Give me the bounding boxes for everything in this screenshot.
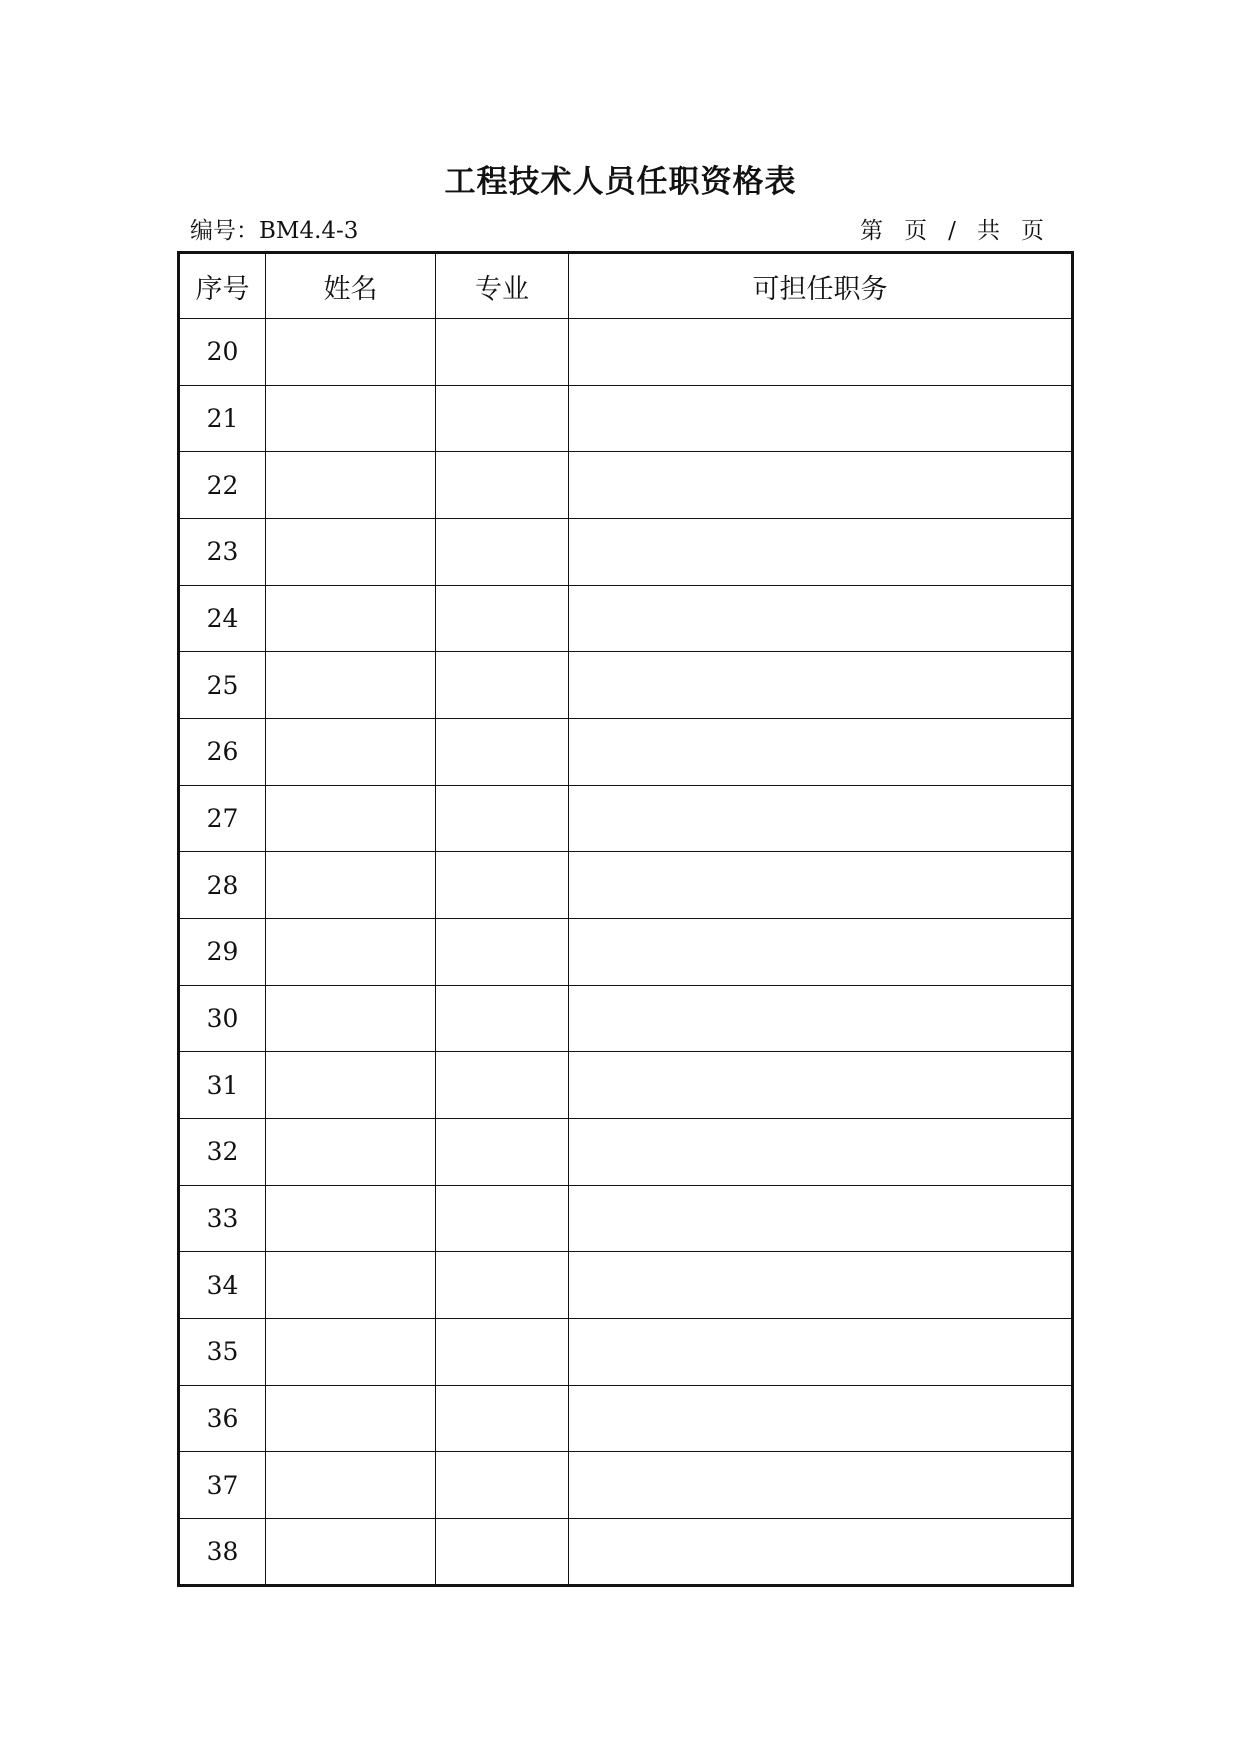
table-row — [179, 785, 1073, 852]
document-title: 工程技术人员任职资格表 — [444, 164, 797, 200]
name-cell[interactable] — [266, 852, 436, 919]
page-info-separator: / — [948, 218, 956, 244]
header-no: 序号 — [179, 253, 266, 319]
table-row — [179, 985, 1073, 1052]
name-cell[interactable] — [266, 652, 436, 719]
row-number-cell: 32 — [179, 1119, 266, 1186]
duty-cell[interactable] — [569, 1319, 1073, 1386]
table-row — [179, 1385, 1073, 1452]
duty-cell[interactable] — [569, 1252, 1073, 1319]
row-number-cell: 30 — [179, 985, 266, 1052]
duty-cell[interactable] — [569, 385, 1073, 452]
table-row — [179, 1185, 1073, 1252]
name-cell[interactable] — [266, 1385, 436, 1452]
name-cell[interactable] — [266, 1119, 436, 1186]
row-number-cell: 35 — [179, 1319, 266, 1386]
name-cell[interactable] — [266, 919, 436, 986]
table-row — [179, 519, 1073, 586]
major-cell[interactable] — [436, 652, 569, 719]
name-cell[interactable] — [266, 1519, 436, 1586]
row-number-cell: 24 — [179, 585, 266, 652]
name-cell[interactable] — [266, 1185, 436, 1252]
duty-cell[interactable] — [569, 852, 1073, 919]
duty-cell[interactable] — [569, 319, 1073, 386]
row-number-cell: 23 — [179, 519, 266, 586]
table-row — [179, 452, 1073, 519]
duty-cell[interactable] — [569, 919, 1073, 986]
row-number-cell: 26 — [179, 719, 266, 786]
name-cell[interactable] — [266, 319, 436, 386]
table-row — [179, 1119, 1073, 1186]
duty-cell[interactable] — [569, 585, 1073, 652]
row-number-cell: 38 — [179, 1519, 266, 1586]
duty-cell[interactable] — [569, 1519, 1073, 1586]
major-cell[interactable] — [436, 1185, 569, 1252]
header-duty: 可担任职务 — [569, 253, 1073, 319]
major-cell[interactable] — [436, 1385, 569, 1452]
table-row — [179, 652, 1073, 719]
name-cell[interactable] — [266, 519, 436, 586]
table-row — [179, 319, 1073, 386]
table-row — [179, 1052, 1073, 1119]
major-cell[interactable] — [436, 919, 569, 986]
duty-cell[interactable] — [569, 985, 1073, 1052]
table-row — [179, 1252, 1073, 1319]
row-number-cell: 27 — [179, 785, 266, 852]
name-cell[interactable] — [266, 1052, 436, 1119]
name-cell[interactable] — [266, 385, 436, 452]
duty-cell[interactable] — [569, 1185, 1073, 1252]
table-row — [179, 385, 1073, 452]
duty-cell[interactable] — [569, 719, 1073, 786]
row-number-cell: 29 — [179, 919, 266, 986]
duty-cell[interactable] — [569, 519, 1073, 586]
name-cell[interactable] — [266, 1252, 436, 1319]
major-cell[interactable] — [436, 1319, 569, 1386]
header-name: 姓名 — [266, 253, 436, 319]
row-number-cell: 25 — [179, 652, 266, 719]
duty-cell[interactable] — [569, 785, 1073, 852]
major-cell[interactable] — [436, 1519, 569, 1586]
table-row — [179, 919, 1073, 986]
duty-cell[interactable] — [569, 1385, 1073, 1452]
major-cell[interactable] — [436, 519, 569, 586]
table-body — [179, 319, 1073, 1586]
name-cell[interactable] — [266, 585, 436, 652]
page-info-label-gong: 共 — [976, 218, 1000, 244]
major-cell[interactable] — [436, 719, 569, 786]
major-cell[interactable] — [436, 1452, 569, 1519]
row-number-cell: 33 — [179, 1185, 266, 1252]
header-major: 专业 — [436, 253, 569, 319]
name-cell[interactable] — [266, 985, 436, 1052]
page-info — [860, 216, 1044, 246]
name-cell[interactable] — [266, 452, 436, 519]
row-number-cell: 37 — [179, 1452, 266, 1519]
major-cell[interactable] — [436, 319, 569, 386]
major-cell[interactable] — [436, 1252, 569, 1319]
row-number-cell: 20 — [179, 319, 266, 386]
name-cell[interactable] — [266, 785, 436, 852]
duty-cell[interactable] — [569, 1452, 1073, 1519]
duty-cell[interactable] — [569, 652, 1073, 719]
name-cell[interactable] — [266, 1319, 436, 1386]
name-cell[interactable] — [266, 1452, 436, 1519]
major-cell[interactable] — [436, 1119, 569, 1186]
table-row — [179, 1319, 1073, 1386]
table-row — [179, 852, 1073, 919]
major-cell[interactable] — [436, 585, 569, 652]
page-info-label-di: 第 — [860, 218, 883, 244]
row-number-cell: 36 — [179, 1385, 266, 1452]
major-cell[interactable] — [436, 452, 569, 519]
duty-cell[interactable] — [569, 452, 1073, 519]
table-row — [179, 719, 1073, 786]
major-cell[interactable] — [436, 852, 569, 919]
row-number-cell: 31 — [179, 1052, 266, 1119]
table-header-row — [179, 253, 1073, 319]
major-cell[interactable] — [436, 385, 569, 452]
row-number-cell: 28 — [179, 852, 266, 919]
major-cell[interactable] — [436, 1052, 569, 1119]
row-number-cell: 34 — [179, 1252, 266, 1319]
major-cell[interactable] — [436, 785, 569, 852]
qualification-table — [177, 251, 1074, 1587]
name-cell[interactable] — [266, 719, 436, 786]
major-cell[interactable] — [436, 985, 569, 1052]
table-row — [179, 585, 1073, 652]
duty-cell[interactable] — [569, 1052, 1073, 1119]
page-info-label-total-ye: 页 — [1021, 218, 1044, 244]
duty-cell[interactable] — [569, 1119, 1073, 1186]
document-code: 编号：BM4.4-3 — [190, 218, 359, 244]
page-info-label-ye: 页 — [904, 218, 928, 244]
table-row — [179, 1519, 1073, 1586]
row-number-cell: 22 — [179, 452, 266, 519]
row-number-cell: 21 — [179, 385, 266, 452]
table-row — [179, 1452, 1073, 1519]
